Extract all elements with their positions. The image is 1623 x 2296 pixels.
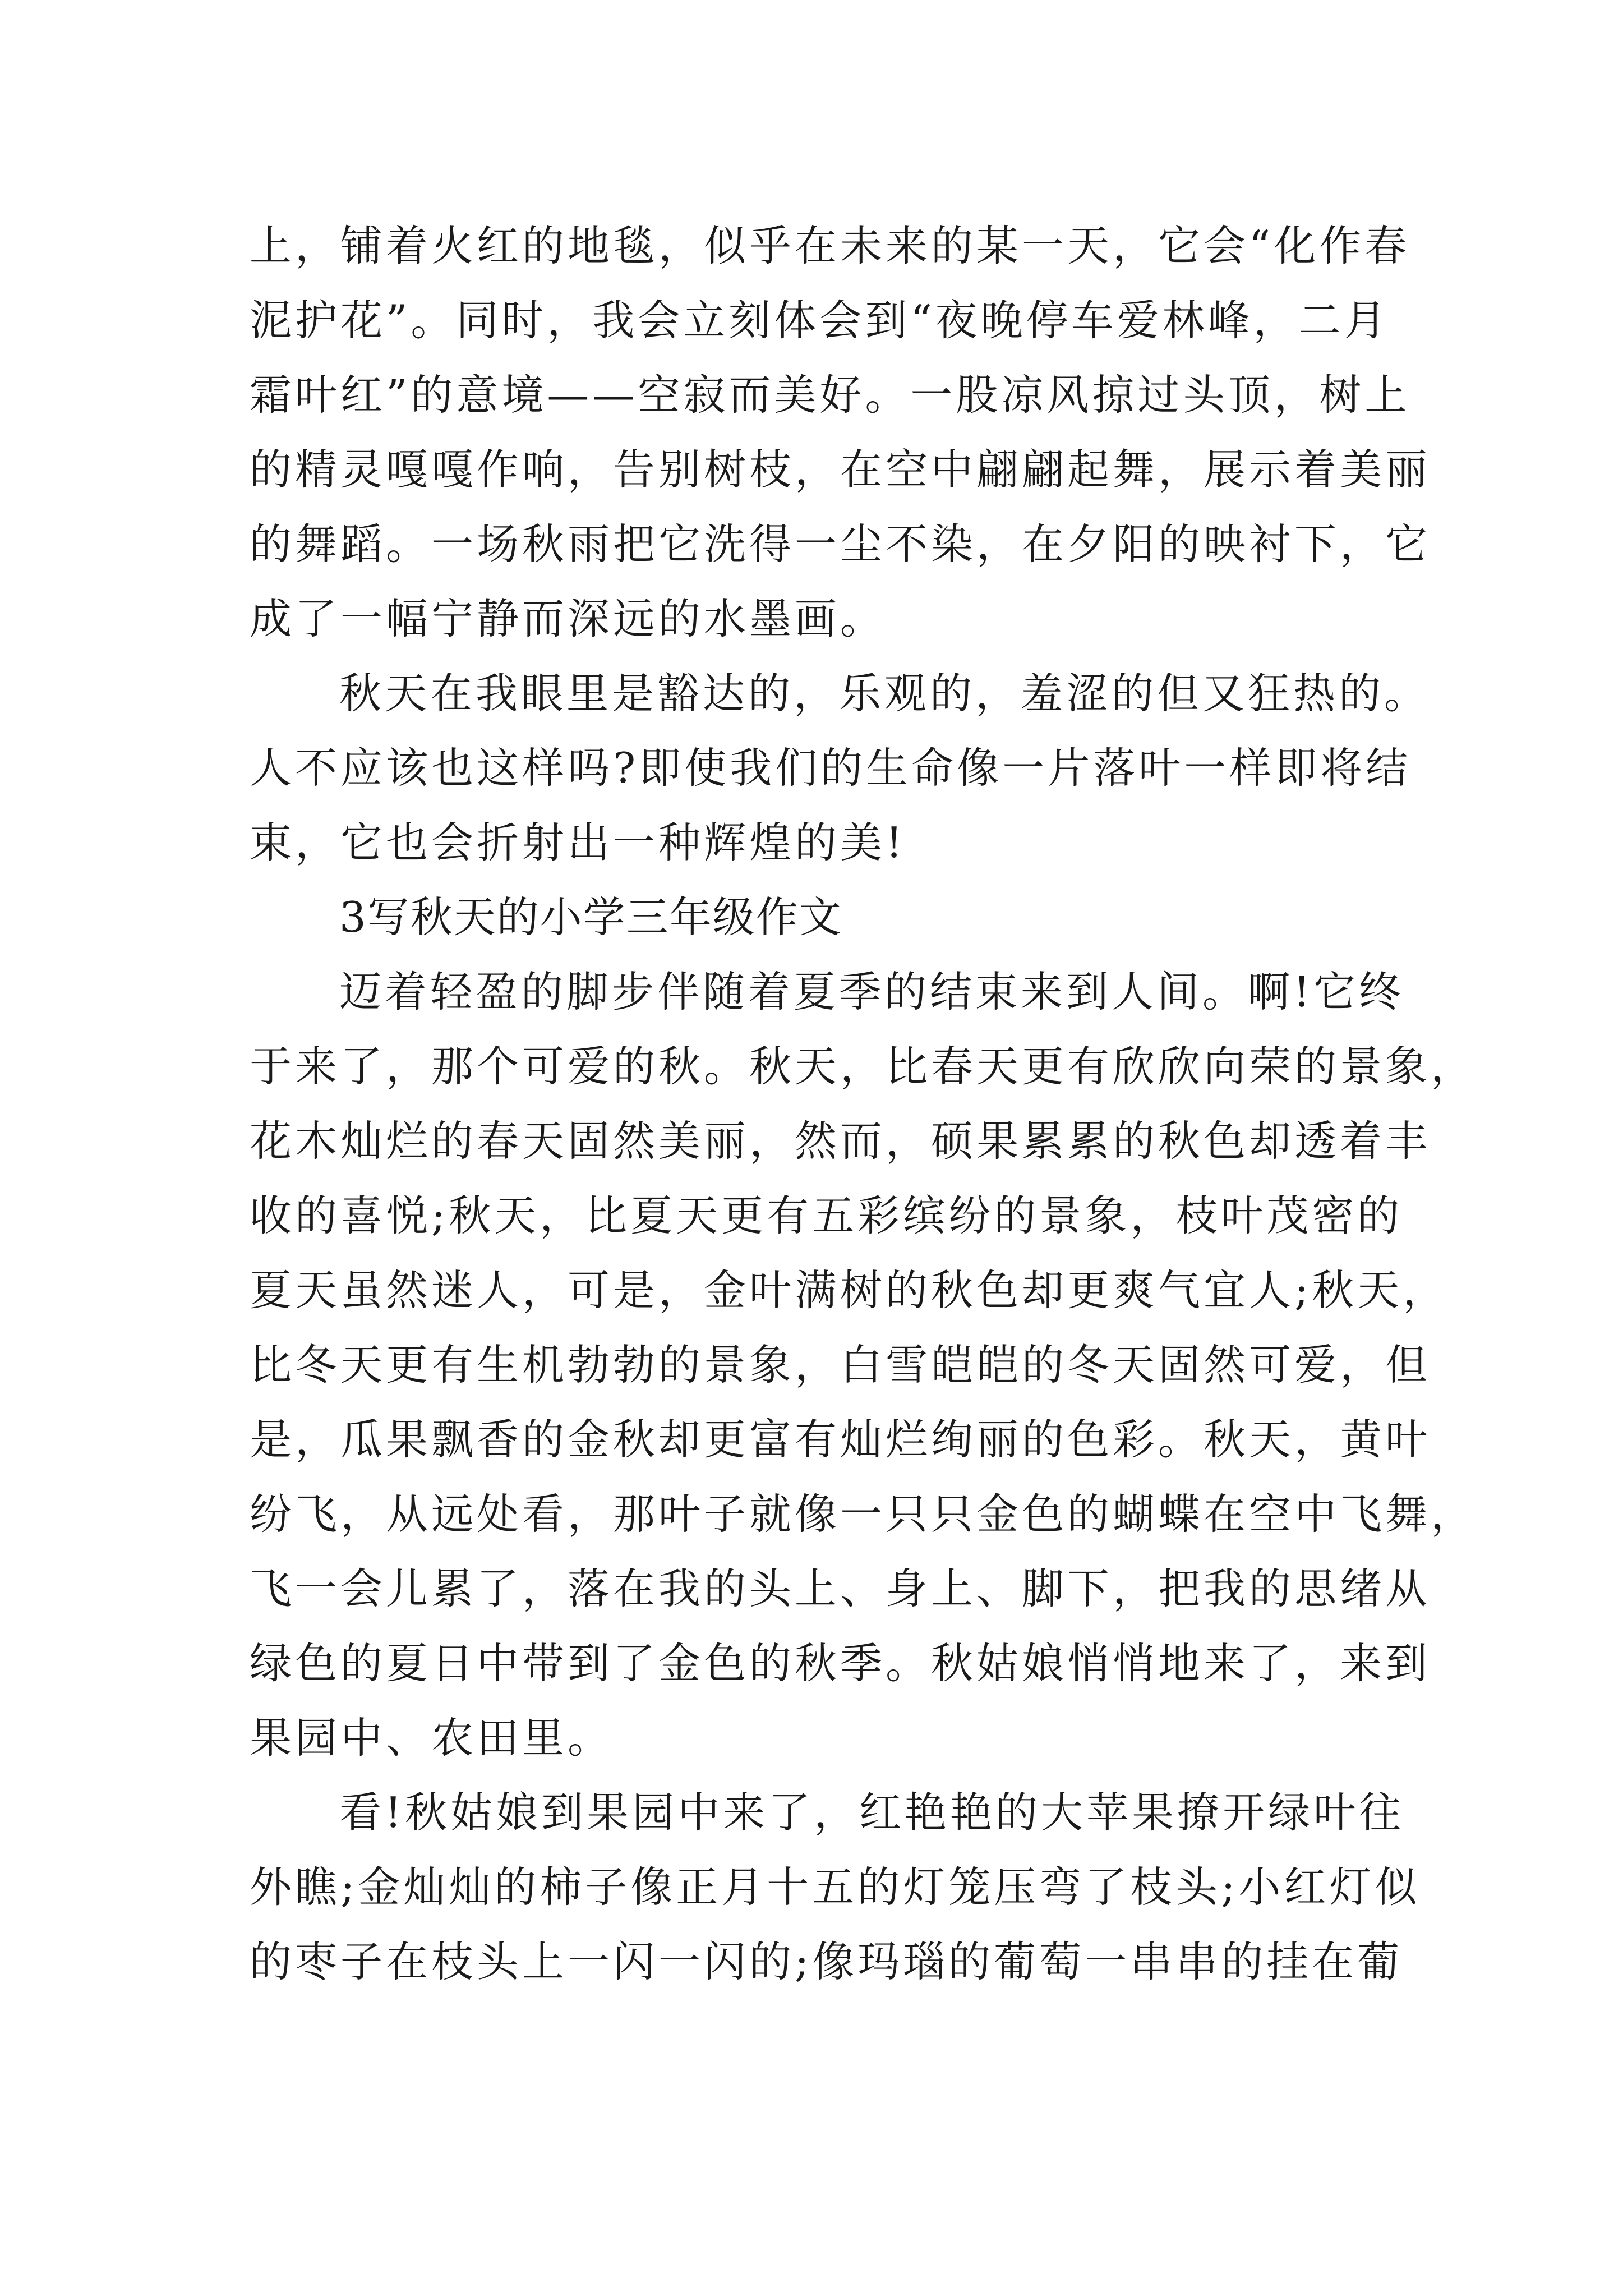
text-line: 的精灵嘎嘎作响，告别树枝，在空中翩翩起舞，展示着美丽	[250, 445, 1431, 494]
text-line: 成了一幅宁静而深远的水墨画。	[250, 594, 886, 643]
text-line: 于来了，那个可爱的秋。秋天，比春天更有欣欣向荣的景象，	[250, 1042, 1477, 1091]
paragraph-first-line: 秋天在我眼里是豁达的，乐观的，羞涩的但又狂热的。	[339, 669, 1430, 718]
text-line: 飞一会儿累了，落在我的头上、身上、脚下，把我的思绪从	[250, 1564, 1431, 1613]
text-line: 绿色的夏日中带到了金色的秋季。秋姑娘悄悄地来了，来到	[250, 1639, 1431, 1688]
text-line: 夏天虽然迷人，可是，金叶满树的秋色却更爽气宜人;秋天，	[250, 1266, 1449, 1315]
text-line: 泥护花”。同时，我会立刻体会到“夜晚停车爱林峰，二月	[250, 296, 1390, 345]
text-line: 比冬天更有生机勃勃的景象，白雪皑皑的冬天固然可爱，但	[250, 1340, 1431, 1389]
paragraph-first-line: 迈着轻盈的脚步伴随着夏季的结束来到人间。啊!它终	[339, 967, 1405, 1016]
text-line: 霜叶红”的意境——空寂而美好。一股凉风掠过头顶，树上	[250, 370, 1410, 420]
text-line: 外瞧;金灿灿的柿子像正月十五的灯笼压弯了枝头;小红灯似	[250, 1862, 1421, 1912]
text-line: 果园中、农田里。	[250, 1713, 614, 1763]
text-line: 的舞蹈。一场秋雨把它洗得一尘不染，在夕阳的映衬下，它	[250, 519, 1431, 569]
text-line: 是，瓜果飘香的金秋却更富有灿烂绚丽的色彩。秋天，黄叶	[250, 1415, 1431, 1464]
paragraph-first-line: 看!秋姑娘到果园中来了，红艳艳的大苹果撩开绿叶往	[339, 1788, 1405, 1837]
section-heading: 3写秋天的小学三年级作文	[339, 892, 842, 942]
text-line: 花木灿烂的春天固然美丽，然而，硕果累累的秋色却透着丰	[250, 1116, 1431, 1166]
text-line: 人不应该也这样吗?即使我们的生命像一片落叶一样即将结	[250, 743, 1412, 793]
text-line: 纷飞，从远处看，那叶子就像一只只金色的蝴蝶在空中飞舞，	[250, 1489, 1477, 1539]
text-line: 的枣子在枝头上一闪一闪的;像玛瑙的葡萄一串串的挂在葡	[250, 1937, 1403, 1986]
document-body	[250, 209, 1477, 1999]
text-line: 上，铺着火红的地毯，似乎在未来的某一天，它会“化作春	[250, 221, 1410, 270]
text-line: 束，它也会折射出一种辉煌的美!	[250, 818, 906, 867]
text-line: 收的喜悦;秋天，比夏天更有五彩缤纷的景象，枝叶茂密的	[250, 1191, 1403, 1240]
